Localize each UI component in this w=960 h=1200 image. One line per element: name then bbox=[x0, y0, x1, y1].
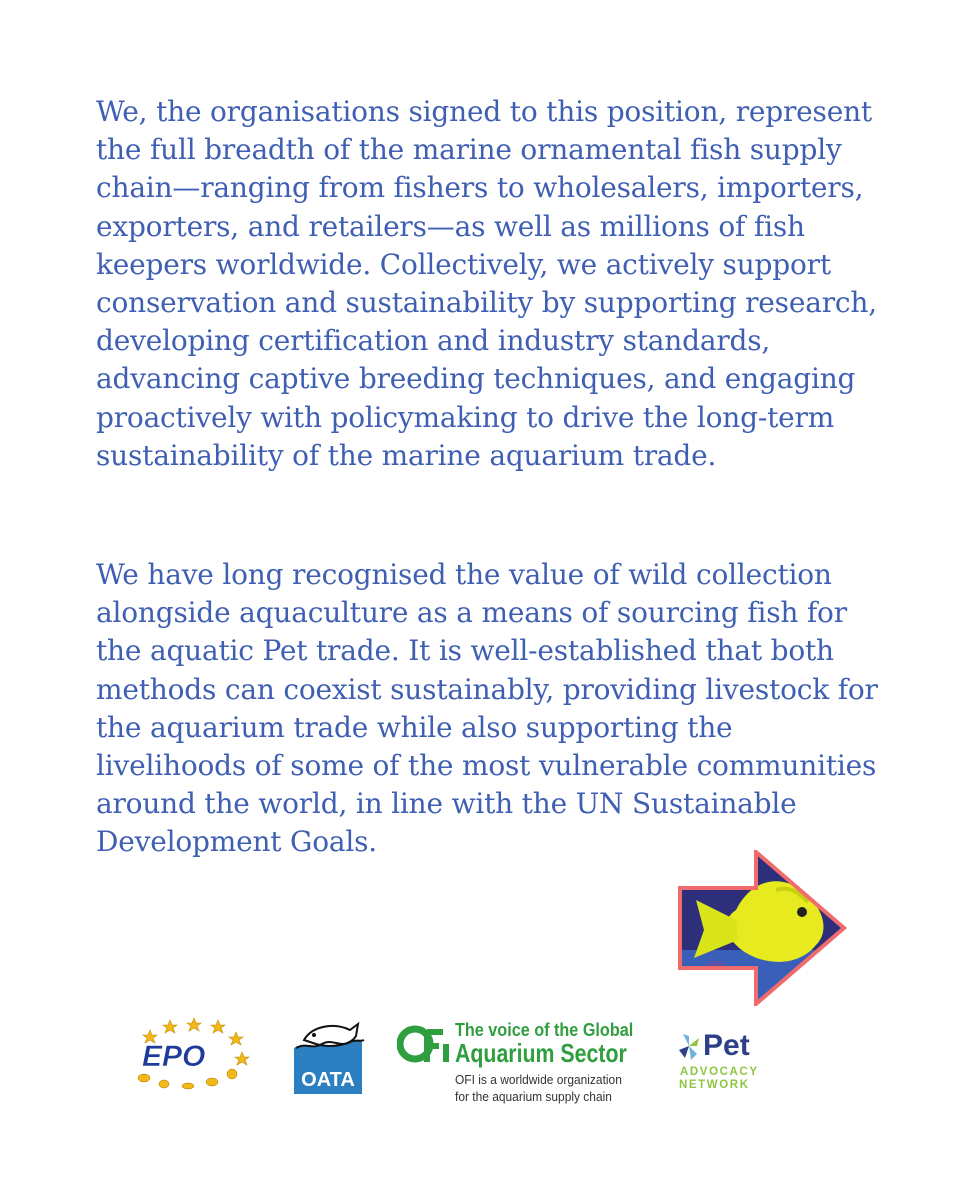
pan-network: NETWORK bbox=[679, 1079, 750, 1091]
pet-advocacy-network-logo bbox=[675, 1030, 785, 1094]
arrow-right-icon[interactable] bbox=[676, 850, 848, 1006]
ofi-tagline-1: The voice of the Global bbox=[455, 1020, 634, 1040]
ofi-logo bbox=[397, 1020, 637, 1104]
epo-logo-text: EPO bbox=[142, 1040, 206, 1073]
oata-logo-text: OATA bbox=[301, 1069, 355, 1091]
ofi-tagline-2: Aquarium Sector bbox=[455, 1038, 627, 1068]
paragraph-organisations: We, the organisations signed to this position, represent the full breadth of the marine ornamental fish supply chain—ranging from fishers to wholesalers, importers, exporters, and retailers—as well as millions of fish keepers worldwide. Collectively, we actively support conservation and sustainability by supporting research, developing certification and industry standards, advancing captive breeding techniques, and engaging proactively with policymaking to drive the long-term sustainability of the marine aquarium trade. bbox=[96, 95, 877, 472]
epo-logo bbox=[132, 1016, 258, 1092]
oata-logo bbox=[290, 1018, 366, 1094]
ofi-description-1: OFI is a worldwide organization bbox=[455, 1072, 622, 1087]
pan-advocacy: ADVOCACY bbox=[680, 1066, 759, 1078]
paragraph-wild-collection: We have long recognised the value of wild collection alongside aquaculture as a means of sourcing fish for the aquatic Pet trade. It is well-established that both methods can coexist sustainably, providing livestock for the aquarium trade while also supporting the livelihoods of some of the most vulnerable communities around the world, in line with the UN Sustainable Development Goals. bbox=[96, 558, 878, 859]
ofi-mark-icon bbox=[397, 1022, 451, 1070]
pan-title: Pet bbox=[703, 1029, 750, 1062]
pan-mark-icon bbox=[675, 1032, 703, 1062]
ofi-description-2: for the aquarium supply chain bbox=[455, 1089, 612, 1104]
